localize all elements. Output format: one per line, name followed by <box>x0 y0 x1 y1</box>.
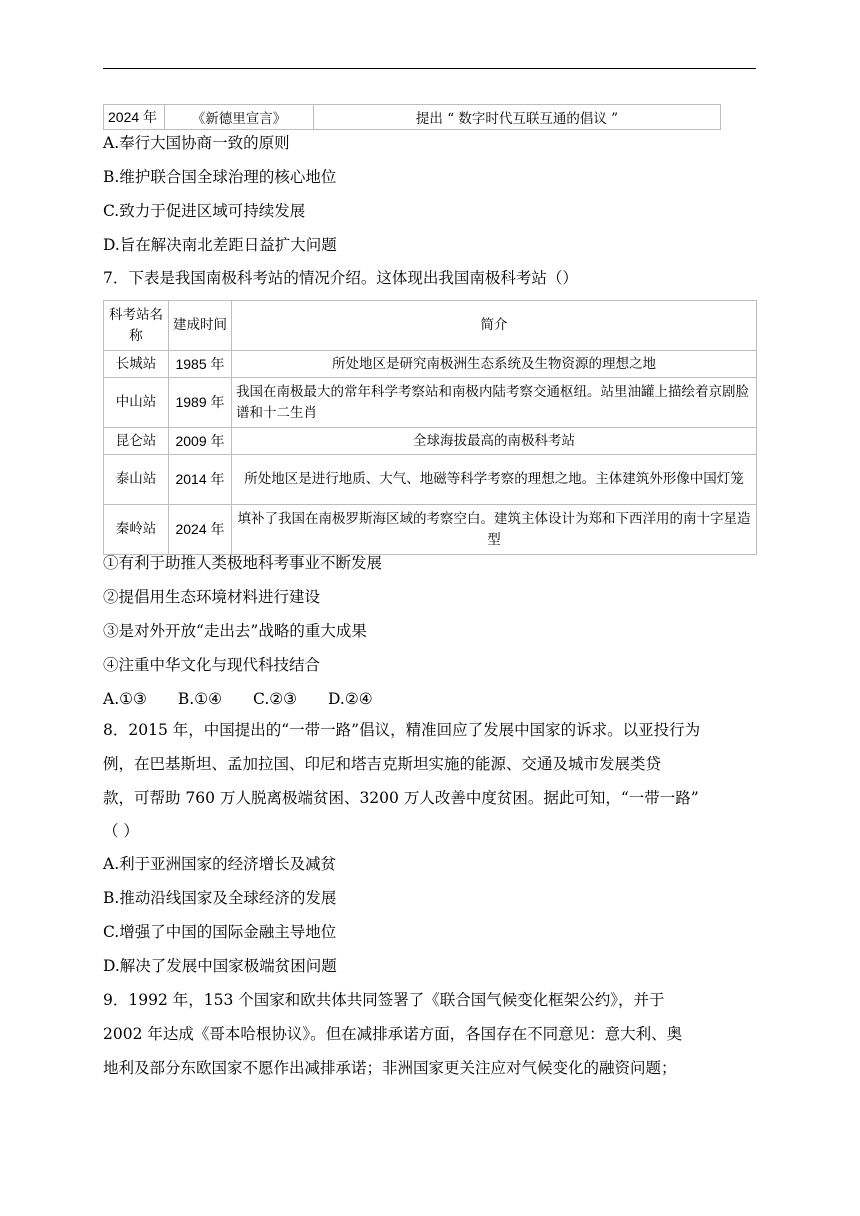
table-row <box>104 378 757 428</box>
q8-option-a: A.利于亚洲国家的经济增长及减贫 <box>103 855 337 873</box>
header-year: 建成时间 <box>169 301 232 351</box>
station-name: 昆仑站 <box>104 428 169 455</box>
station-year: 2014 年 <box>169 455 232 505</box>
q7-stem: 7．下表是我国南极科考站的情况介绍。这体现出我国南极科考站（） <box>103 269 578 287</box>
table-row <box>104 351 757 378</box>
header-rule <box>103 68 756 69</box>
station-year: 1985 年 <box>169 351 232 378</box>
q7-statement-3: ③是对外开放“走出去”战略的重大成果 <box>103 622 367 640</box>
table-row <box>104 455 757 505</box>
document-cell: 《新德里宣言》 <box>165 105 314 130</box>
station-desc: 所处地区是研究南极洲生态系统及生物资源的理想之地 <box>232 351 757 378</box>
q8-option-d: D.解决了发展中国家极端贫困问题 <box>103 957 337 975</box>
q6-option-a: A.奉行大国协商一致的原则 <box>103 134 290 152</box>
q6-option-c: C.致力于促进区域可持续发展 <box>103 202 306 220</box>
q7-statement-4: ④注重中华文化与现代科技结合 <box>103 656 321 674</box>
q6-option-d: D.旨在解决南北差距日益扩大问题 <box>103 236 337 254</box>
table-header-row <box>104 301 757 351</box>
q9-stem-line-3: 地利及部分东欧国家不愿作出减排承诺；非洲国家更关注应对气候变化的融资问题； <box>103 1059 677 1077</box>
stations-table <box>103 300 757 555</box>
station-desc: 全球海拔最高的南极科考站 <box>232 428 757 455</box>
station-year: 2024 年 <box>169 505 232 555</box>
q7-statement-2: ②提倡用生态环境材料进行建设 <box>103 588 321 606</box>
station-name: 中山站 <box>104 378 169 428</box>
q8-stem-line-4: （ ） <box>103 822 139 840</box>
q8-stem-line-2: 例，在巴基斯坦、孟加拉国、印尼和塔吉克斯坦实施的能源、交通及城市发展类贷 <box>103 755 662 773</box>
station-year: 2009 年 <box>169 428 232 455</box>
station-desc: 填补了我国在南极罗斯海区域的考察空白。建筑主体设计为郑和下西洋用的南十字星造型 <box>232 505 757 555</box>
station-desc: 我国在南极最大的常年科学考察站和南极内陆考察交通枢纽。站里油罐上描绘着京剧脸谱和十二生肖 <box>232 378 757 428</box>
q7-options: A.①③ B.①④ C.②③ D.②④ <box>103 690 373 708</box>
header-intro: 简介 <box>232 301 757 351</box>
year-cell: 2024 年 <box>104 105 165 130</box>
table-row <box>104 105 721 130</box>
q6-option-b: B.维护联合国全球治理的核心地位 <box>103 168 337 186</box>
q9-stem-line-1: 9．1992 年，153 个国家和欧共体共同签署了《联合国气候变化框架公约》，并于 <box>103 991 665 1009</box>
q8-option-c: C.增强了中国的国际金融主导地位 <box>103 923 337 941</box>
q7-statement-1: ①有利于助推人类极地科考事业不断发展 <box>103 554 383 572</box>
station-name: 长城站 <box>104 351 169 378</box>
station-name: 秦岭站 <box>104 505 169 555</box>
q8-option-b: B.推动沿线国家及全球经济的发展 <box>103 889 337 907</box>
header-station: 科考站名称 <box>104 301 169 351</box>
top-table <box>103 104 721 130</box>
station-year: 1989 年 <box>169 378 232 428</box>
q8-stem-line-3: 款，可帮助 760 万人脱离极端贫困、3200 万人改善中度贫困。据此可知，“一带一路” <box>103 789 699 807</box>
content-cell: 提出 “ 数字时代互联互通的倡议 ” <box>314 105 721 130</box>
station-name: 泰山站 <box>104 455 169 505</box>
q9-stem-line-2: 2002 年达成《哥本哈根协议》。但在减排承诺方面，各国存在不同意见：意大利、奥 <box>103 1025 683 1043</box>
station-desc: 所处地区是进行地质、大气、地磁等科学考察的理想之地。主体建筑外形像中国灯笼 <box>232 455 757 505</box>
table-row <box>104 505 757 555</box>
q8-stem-line-1: 8．2015 年，中国提出的“一带一路”倡议，精准回应了发展中国家的诉求。以亚投行为 <box>103 721 701 739</box>
table-row <box>104 428 757 455</box>
